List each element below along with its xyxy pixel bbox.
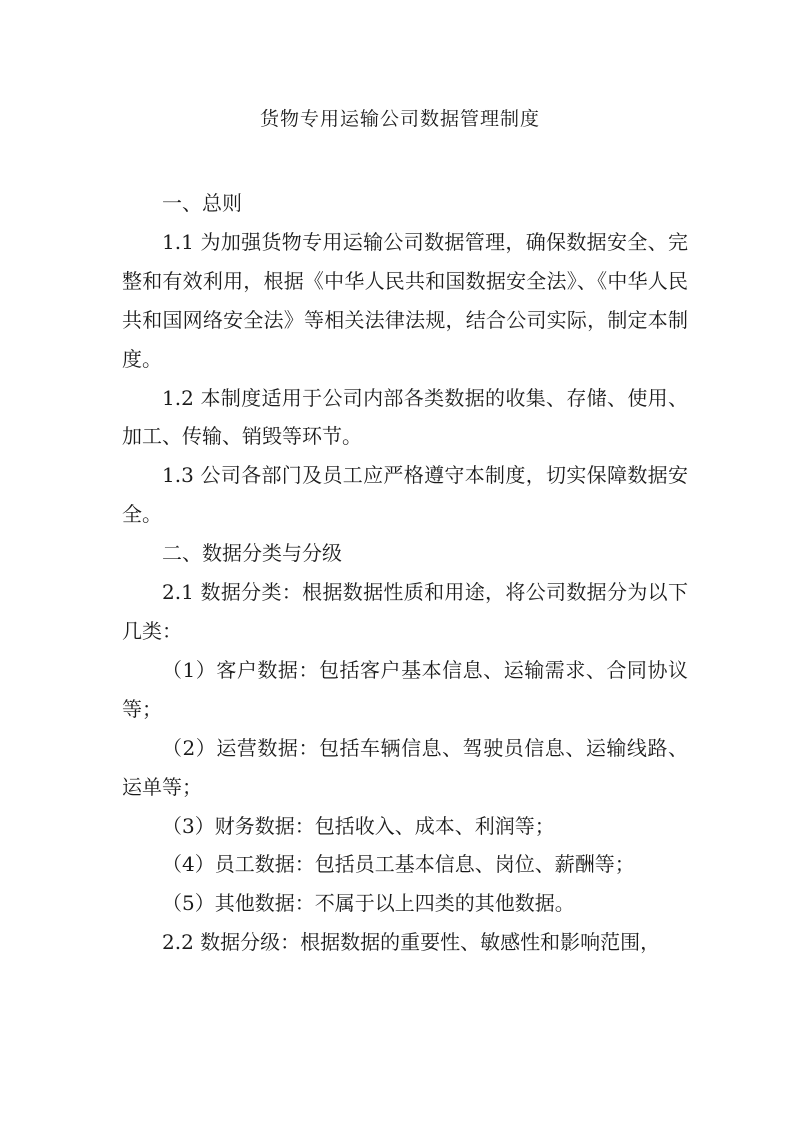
list-item-other-data: （5）其他数据：不属于以上四类的其他数据。 bbox=[162, 891, 575, 916]
paragraph-1-1: 1.1 为加强货物专用运输公司数据管理，确保数据安全、完整和有效利用，根据《中华人民共和国数据安全法》、《中华人民共和国网络安全法》等相关法律法规，结合公司实际，制定本制度。 bbox=[122, 229, 688, 371]
paragraph-2-1: 2.1 数据分类：根据数据性质和用途，将公司数据分为以下几类： bbox=[122, 580, 688, 643]
list-item-operation-data: （2）运营数据：包括车辆信息、驾驶员信息、运输线路、运单等； bbox=[122, 735, 688, 799]
paragraph-1-3: 1.3 公司各部门及员工应严格遵守本制度，切实保障数据安全。 bbox=[122, 463, 688, 527]
paragraph-2-2: 2.2 数据分级：根据数据的重要性、敏感性和影响范围， bbox=[162, 930, 661, 955]
document-body bbox=[122, 184, 688, 962]
document-title: 货物专用运输公司数据管理制度 bbox=[259, 108, 540, 130]
list-item-customer-data: （1）客户数据：包括客户基本信息、运输需求、合同协议等； bbox=[122, 657, 688, 721]
paragraph-1-2: 1.2 本制度适用于公司内部各类数据的收集、存储、使用、加工、传输、销毁等环节。 bbox=[122, 385, 688, 449]
list-item-finance-data: （3）财务数据：包括收入、成本、利润等； bbox=[162, 813, 555, 838]
section-heading-general: 一、总则 bbox=[162, 191, 242, 215]
list-item-employee-data: （4）员工数据：包括员工基本信息、岗位、薪酬等； bbox=[162, 852, 635, 877]
section-heading-classification: 二、数据分类与分级 bbox=[162, 541, 342, 566]
